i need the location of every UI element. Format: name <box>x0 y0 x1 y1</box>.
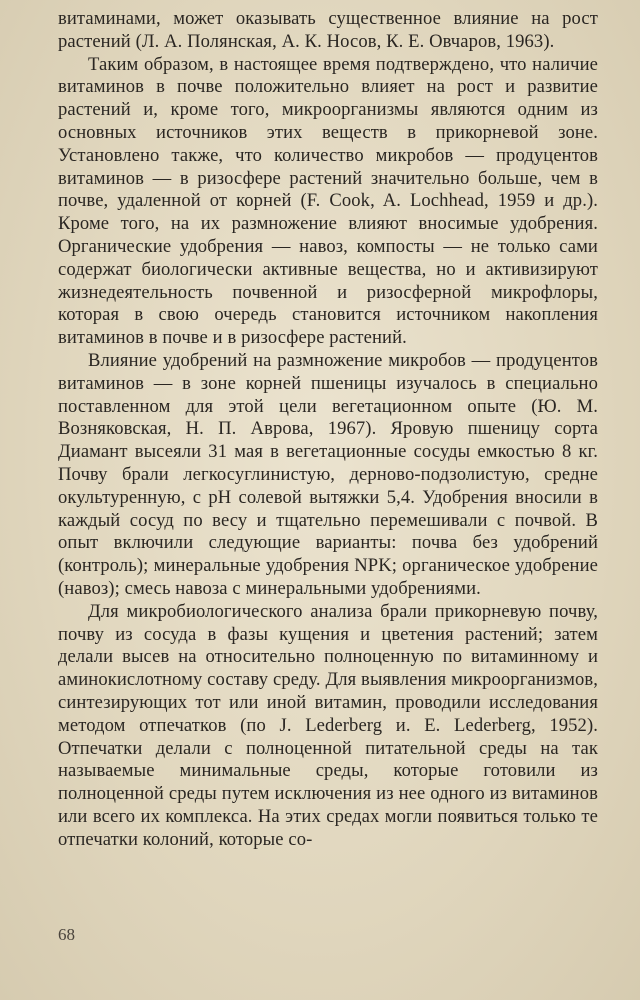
paragraph-4: Для микробиологического анализа брали прикорневую почву, почву из сосуда в фазы кущения и цветения растений; затем делали высев на относительно полноценную по витаминному и аминокислотному составу среду. Для выявления микроорганизмов, синтезирующих тот или иной витамин, проводили исследования методом отпечатков (по J. Lederberg и. E. Lederberg, 1952). Отпечатки делали с полноценной питательной среды на так называемые минимальные среды, которые готовили из полноценной среды путем исключения из нее одного из витаминов или всего их комплекса. На этих средах могли появиться только те отпечатки колоний, которые со- <box>58 600 598 850</box>
paragraph-2: Таким образом, в настоящее время подтверждено, что наличие витаминов в почве положительно влияет на рост и развитие растений и, кроме того, микроорганизмы являются одним из основных источников этих веществ в прикорневой зоне. Установлено также, что количество микробов — продуцентов витаминов — в ризосфере растений значительно больше, чем в почве, удаленной от корней (F. Cook, A. Lochhead, 1959 и др.). Кроме того, на их размножение влияют вносимые удобрения. Органические удобрения — навоз, компосты — не только сами содержат биологически активные вещества, но и активизируют жизнедеятельность почвенной и ризосферной микрофлоры, которая в свою очередь становится источником накопления витаминов в почве и в ризосфере растений. <box>58 53 598 349</box>
page-number: 68 <box>58 925 75 944</box>
page-body <box>58 8 598 851</box>
paragraph-3: Влияние удобрений на размножение микробов — продуцентов витаминов — в зоне корней пшеницы изучалось в специально поставленном для этой цели вегетационном опыте (Ю. М. Возняковская, Н. П. Аврова, 1967). Яровую пшеницу сорта Диамант высеяли 31 мая в вегетационные сосуды емкостью 8 кг. Почву брали легкосуглинистую, дерново-подзолистую, средне окультуренную, с pH солевой вытяжки 5,4. Удобрения вносили в каждый сосуд по весу и тщательно перемешивали с почвой. В опыт включили следующие варианты: почва без удобрений (контроль); минеральные удобрения NPK; органическое удобрение (навоз); смесь навоза с минеральными удобрениями. <box>58 349 598 599</box>
paragraph-1: витаминами, может оказывать существенное влияние на рост растений (Л. А. Полянская, А. К. Носов, К. Е. Овчаров, 1963). <box>58 8 598 52</box>
